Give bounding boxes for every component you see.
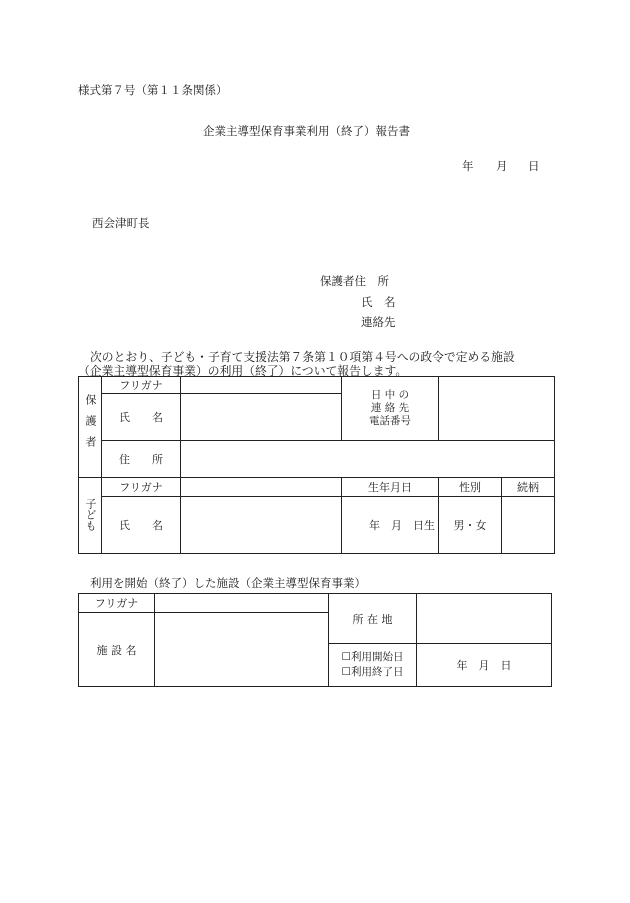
- facility-furigana-label: フリガナ: [79, 594, 155, 613]
- date-year-label: 年: [462, 159, 474, 173]
- birthdate-field[interactable]: 年 月 日生: [342, 497, 439, 554]
- sex-header: 性別: [439, 478, 502, 497]
- facility-name-label: 施 設 名: [79, 613, 155, 687]
- form-number: 様式第７号（第１１条関係）: [78, 83, 228, 97]
- daytime-contact-label: 日 中 の 連 絡 先 電話番号: [342, 377, 439, 441]
- daytime-phone-field[interactable]: [439, 377, 555, 441]
- facility-date-field[interactable]: 年 月 日: [417, 644, 552, 687]
- guardian-furigana-field[interactable]: [181, 377, 342, 394]
- child-section-label: 子ども: [79, 478, 102, 554]
- body-text-line1: 次のとおり、子ども・子育て支援法第７条第１０項第４号への政令で定める施設: [90, 350, 515, 364]
- page-title: 企業主導型保育事業利用（終了）報告書: [203, 124, 410, 138]
- facility-location-label: 所 在 地: [329, 594, 417, 644]
- date-month-label: 月: [496, 159, 508, 173]
- recipient: 西会津町長: [92, 216, 150, 230]
- guardian-furigana-label: フリガナ: [102, 377, 181, 394]
- child-furigana-label: フリガナ: [102, 478, 181, 497]
- facility-date-options: [329, 644, 417, 687]
- relation-field[interactable]: [502, 497, 555, 554]
- facility-name-field[interactable]: [155, 613, 329, 687]
- guardian-address-row-label: 住 所: [102, 441, 181, 478]
- facility-table: [78, 593, 552, 687]
- start-date-checkbox[interactable]: ☐利用開始日: [341, 651, 404, 663]
- birthdate-header: 生年月日: [342, 478, 439, 497]
- child-name-field[interactable]: [181, 497, 342, 554]
- guardian-name-label: 氏 名: [102, 394, 181, 441]
- sex-field[interactable]: 男・女: [439, 497, 502, 554]
- guardian-address-label: 保護者住 所: [320, 274, 389, 288]
- facility-section-label: 利用を開始（終了）した施設（企業主導型保育事業）: [90, 576, 366, 590]
- child-name-label: 氏 名: [102, 497, 181, 554]
- facility-location-field[interactable]: [417, 594, 552, 644]
- date-day-label: 日: [528, 159, 540, 173]
- relation-header: 続柄: [502, 478, 555, 497]
- guardian-name-field[interactable]: [181, 394, 342, 441]
- body-text-line2: （企業主導型保育事業）の利用（終了）について報告します。: [78, 364, 408, 378]
- guardian-name-label: 氏 名: [361, 295, 396, 309]
- guardian-address-field[interactable]: [181, 441, 555, 478]
- guardian-section-label: 保護者: [79, 377, 102, 478]
- guardian-contact-label: 連絡先: [361, 315, 396, 329]
- facility-furigana-field[interactable]: [155, 594, 329, 613]
- guardian-child-table: [78, 376, 555, 554]
- end-date-checkbox[interactable]: ☐利用終了日: [341, 666, 404, 678]
- child-furigana-field[interactable]: [181, 478, 342, 497]
